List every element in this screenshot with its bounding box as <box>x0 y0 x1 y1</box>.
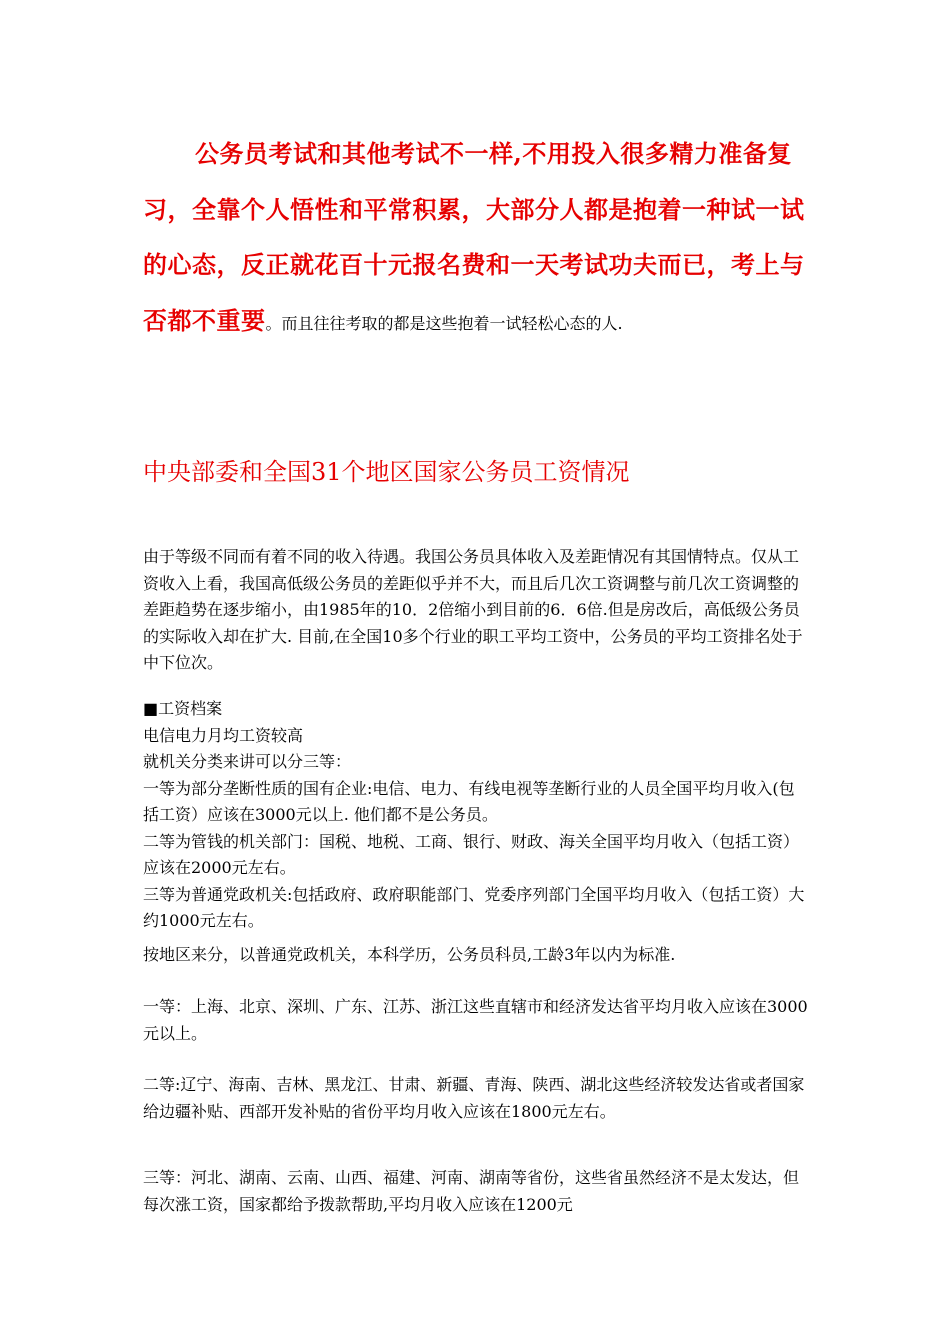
overview-paragraph: 由于等级不同而有着不同的收入待遇。我国公务员具体收入及差距情况有其国情特点。仅从工资收入上看，我国高低级公务员的差距似乎并不大，而且后几次工资调整与前几次工资调整的差距趋势在逐步缩小，由1985年的10．2倍缩小到目前的6．6倍.但是房改后，高低级公务员的实际收入却在扩大. 目前,在全国10多个行业的职工平均工资中，公务员的平均工资排名处于中下位次。 <box>143 547 803 672</box>
archive-class-3: 三等为普通党政机关:包括政府、政府职能部门、党委序列部门全国平均月收入（包括工资）大约1000元左右。 <box>143 884 805 930</box>
region-tier-2: 二等:辽宁、海南、吉林、黑龙江、甘肃、新疆、青海、陕西、湖北这些经济较发达省或者国家给边疆补贴、西部开发补贴的省份平均月收入应该在1800元左右。 <box>143 1075 805 1121</box>
archive-class-2: 二等为管钱的机关部门：国税、地税、工商、银行、财政、海关全国平均月收入（包括工资）应该在2000元左右。 <box>143 831 800 877</box>
intro-emphasis: 公务员考试和其他考试不一样,不用投入很多精力准备复习，全靠个人悟性和平常积累，大部分人都是抱着一种试一试的心态，反正就花百十元报名费和一天考试功夫而已，考上与否都不重要 <box>143 139 805 335</box>
region-intro: 按地区来分，以普通党政机关，本科学历，公务员科员,工龄3年以内为标准. <box>143 945 676 964</box>
archive-class-1: 一等为部分垄断性质的国有企业:电信、电力、有线电视等垄断行业的人员全国平均月收入(包括工资）应该在3000元以上. 他们都不是公务员。 <box>143 778 795 824</box>
archive-title: ■工资档案 <box>143 699 223 718</box>
archive-subtitle: 电信电力月均工资较高 <box>143 725 304 745</box>
section-heading: 中央部委和全国31个地区国家公务员工资情况 <box>143 458 630 486</box>
region-tier-3: 三等：河北、湖南、云南、山西、福建、河南、湖南等省份，这些省虽然经济不是太发达，但每次涨工资，国家都给予拨款帮助,平均月收入应该在1200元 <box>143 1168 800 1214</box>
salary-archive-block <box>143 696 808 935</box>
intro-paragraph <box>143 128 808 350</box>
region-tier-1: 一等：上海、北京、深圳、广东、江苏、浙江这些直辖市和经济发达省平均月收入应该在3000元以上。 <box>143 997 808 1043</box>
intro-tail: 。而且往往考取的都是这些抱着一试轻松心态的人. <box>265 313 623 333</box>
archive-intro: 就机关分类来讲可以分三等： <box>143 752 352 771</box>
